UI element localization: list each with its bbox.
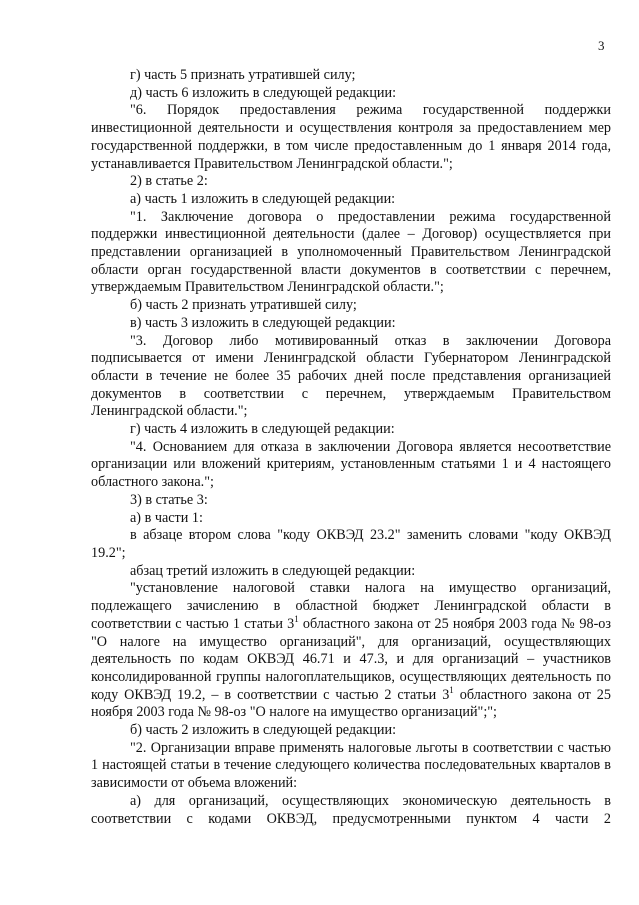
tax-rate-text-1: "установление налоговой ставки налога на имущество организаций, подлежащего зачислению в областной бюджет Ленинградской области в соответствии с частью 1 статьи 3	[91, 580, 611, 632]
paragraph-article3-heading: 3) в статье 3:	[130, 491, 208, 508]
paragraph-item-a: а) часть 1 изложить в следующей редакции:	[130, 190, 396, 207]
tax-rate-text-2: областного закона от 25 ноября 2003 года № 98-оз "О налоге на имущество организаций", для организаций, осуществляющих деятельность по кодам ОКВЭД 46.71 и 47.3, и для организаций – участников консолидированной группы налогоплательщиков, осуществляющих деятельность по коду ОКВЭД 19.2, – в соответствии с частью 2 статьи 3	[91, 615, 611, 703]
tax-rate-text-3: областного закона от 25 ноября 2003 года № 98-оз "О налоге на имущество организаций";";	[91, 686, 611, 721]
paragraph-subitem-a: а) для организаций, осуществляющих экономическую деятельность в соответствии с кодами ОКВЭД, предусмотренными пунктом 4 части 2	[91, 792, 611, 827]
paragraph-quote-tax-rate	[91, 580, 611, 722]
paragraph-item-g2: г) часть 4 изложить в следующей редакции:	[130, 421, 395, 438]
paragraph-quote-part4: "4. Основанием для отказа в заключении Договора является несоответствие организации или вложений критериям, установленным статьями 1 и 4 настоящего областного закона.";	[91, 438, 611, 491]
paragraph-item-d: д) часть 6 изложить в следующей редакции:	[130, 84, 397, 101]
paragraph-quote-part1: "1. Заключение договора о предоставлении режима государственной поддержки инвестиционной деятельности (далее – Договор) осуществляется при представлении организацией в уполномоченный Правительством Ленинградской области орган государственной власти документов в соответствии с перечнем, утверждаемым Правительством Ленинградской области.";	[91, 208, 611, 296]
paragraph-article2-heading: 2) в статье 2:	[130, 173, 208, 190]
paragraph-item-b-part2: б) часть 2 изложить в следующей редакции:	[130, 722, 397, 739]
page-number: 3	[598, 38, 605, 53]
paragraph-abzac3: абзац третий изложить в следующей редакции:	[130, 562, 416, 579]
superscript-1: 1	[294, 613, 299, 624]
paragraph-item-b: б) часть 2 признать утратившей силу;	[130, 297, 357, 314]
superscript-2: 1	[449, 684, 454, 695]
paragraph-item-g: г) часть 5 признать утратившей силу;	[130, 67, 356, 83]
paragraph-quote-part2: "2. Организации вправе применять налоговые льготы в соответствии с частью 1 настоящей статьи в течение следующего количества последовательных кварталов в зависимости от объема вложений:	[91, 739, 611, 792]
paragraph-quote-part3: "3. Договор либо мотивированный отказ в заключении Договора подписывается от имени Ленинградской области Губернатором Ленинградской области в течение не более 35 рабочих дней после представления организацией документов в соответствии с перечнем, утверждаемым Правительством Ленинградской области.";	[91, 332, 611, 420]
paragraph-quote-part6: "6. Порядок предоставления режима государственной поддержки инвестиционной деятельности и осуществления контроля за предоставлением мер государственной поддержки, в том числе предоставленным до 1 января 2014 года, устанавливается Правительством Ленинградской области.";	[91, 102, 611, 172]
paragraph-item-v: в) часть 3 изложить в следующей редакции:	[130, 314, 396, 331]
paragraph-okved-replace: в абзаце втором слова "коду ОКВЭД 23.2" заменить словами "коду ОКВЭД 19.2";	[91, 527, 611, 561]
paragraph-item-a-part1: а) в части 1:	[130, 509, 203, 526]
document-body	[91, 67, 611, 828]
